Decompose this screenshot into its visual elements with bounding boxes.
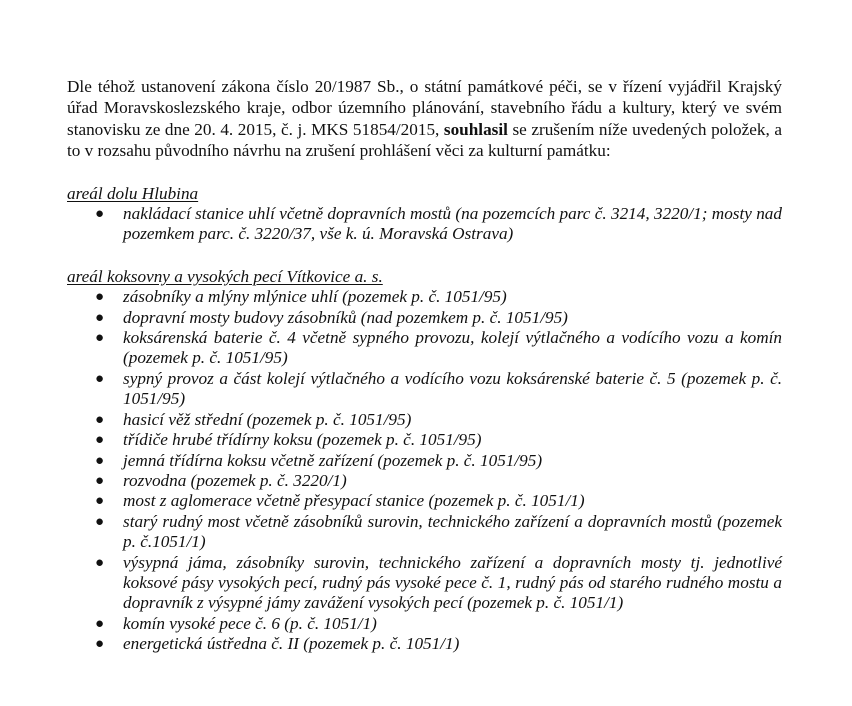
- bullet-icon: ●: [95, 289, 105, 306]
- bullet-icon: ●: [95, 493, 105, 510]
- list-item: [95, 552, 782, 614]
- list-item-text: třídiče hrubé třídírny koksu (pozemek p. č. 1051/95): [123, 430, 482, 450]
- list-item: [95, 450, 782, 471]
- bullet-icon: ●: [95, 452, 105, 469]
- list-item: [95, 204, 782, 245]
- item-list: [67, 204, 782, 245]
- section-0: [67, 183, 782, 245]
- list-item: [95, 430, 782, 450]
- list-item-text: zásobníky a mlýny mlýnice uhlí (pozemek p. č. 1051/95): [123, 287, 507, 307]
- bullet-icon: ●: [95, 513, 105, 530]
- list-item: [95, 409, 782, 430]
- list-item-text: rozvodna (pozemek p. č. 3220/1): [123, 470, 347, 490]
- list-item-text: starý rudný most včetně zásobníků surovin, technického zařízení a dopravních mostů (pozemek p. č.1051/1): [123, 511, 782, 552]
- list-item-text: most z aglomerace včetně přesypací stanice (pozemek p. č. 1051/1): [123, 491, 585, 511]
- item-list: [67, 287, 782, 654]
- bullet-icon: ●: [95, 432, 105, 449]
- bullet-icon: ●: [95, 636, 105, 653]
- intro-text-end: se zrušením níže uvedených položek, a to v rozsahu původního návrhu na zrušení prohlášení věci za kulturní památku:: [67, 119, 782, 161]
- bullet-icon: ●: [95, 554, 105, 571]
- list-item-text: energetická ústředna č. II (pozemek p. č. 1051/1): [123, 634, 460, 654]
- list-item: [95, 511, 782, 553]
- bullet-icon: ●: [95, 330, 105, 347]
- intro-text-start: Dle téhož ustanovení zákona číslo 20/1987 Sb., o státní památkové péči, se v řízení vyjádřil Krajský úřad Moravskoslezského kraje, odbor územního plánování, stavebního řádu a kultury, který ve svém stanovisku ze dne 20. 4. 2015, č. j. MKS 51854/2015,: [67, 77, 782, 139]
- list-item: [95, 470, 782, 491]
- bullet-icon: ●: [95, 206, 105, 223]
- section-1: [67, 266, 782, 655]
- bullet-icon: ●: [95, 615, 105, 632]
- bullet-icon: ●: [95, 411, 105, 428]
- list-item: [95, 368, 782, 410]
- list-item: [95, 307, 782, 328]
- bullet-icon: ●: [95, 472, 105, 489]
- list-item-text: dopravní mosty budovy zásobníků (nad pozemkem p. č. 1051/95): [123, 307, 568, 327]
- section-heading: areál dolu Hlubina: [67, 183, 199, 203]
- sections-container: [67, 183, 782, 655]
- list-item-text: sypný provoz a část kolejí výtlačného a vodícího vozu koksárenské baterie č. 5 (pozemek p. č. 1051/95): [123, 368, 782, 409]
- list-item-text: nakládací stanice uhlí včetně dopravních mostů (na pozemcích parc č. 3214, 3220/1; mosty nad pozemkem parc. č. 3220/37, vše k. ú. Moravská Ostrava): [123, 204, 782, 244]
- list-item-text: koksárenská baterie č. 4 včetně sypného provozu, kolejí výtlačného a vodícího vozu a komín (pozemek p. č. 1051/95): [123, 328, 782, 368]
- list-item-text: komín vysoké pece č. 6 (p. č. 1051/1): [123, 613, 377, 633]
- list-item-text: výsypná jáma, zásobníky surovin, technického zařízení a dopravních mosty tj. jednotlivé koksové pásy vysokých pecí, rudný pás vysoké pece č. 1, rudný pás od starého rudného mostu a dopravník z výsypné jámy zavážení vysokých pecí (pozemek p. č. 1051/1): [123, 552, 782, 613]
- list-item: [95, 634, 782, 654]
- bullet-icon: ●: [95, 309, 105, 326]
- list-item: [95, 491, 782, 511]
- list-item: [95, 328, 782, 369]
- intro-bold-word: souhlasil: [443, 119, 508, 139]
- list-item-text: hasicí věž střední (pozemek p. č. 1051/95): [123, 409, 412, 429]
- list-item-text: jemná třídírna koksu včetně zařízení (pozemek p. č. 1051/95): [123, 450, 543, 470]
- section-heading: areál koksovny a vysokých pecí Vítkovice a. s.: [67, 266, 383, 286]
- list-item: [95, 287, 782, 307]
- intro-paragraph: [67, 76, 782, 162]
- bullet-icon: ●: [95, 370, 105, 387]
- list-item: [95, 613, 782, 634]
